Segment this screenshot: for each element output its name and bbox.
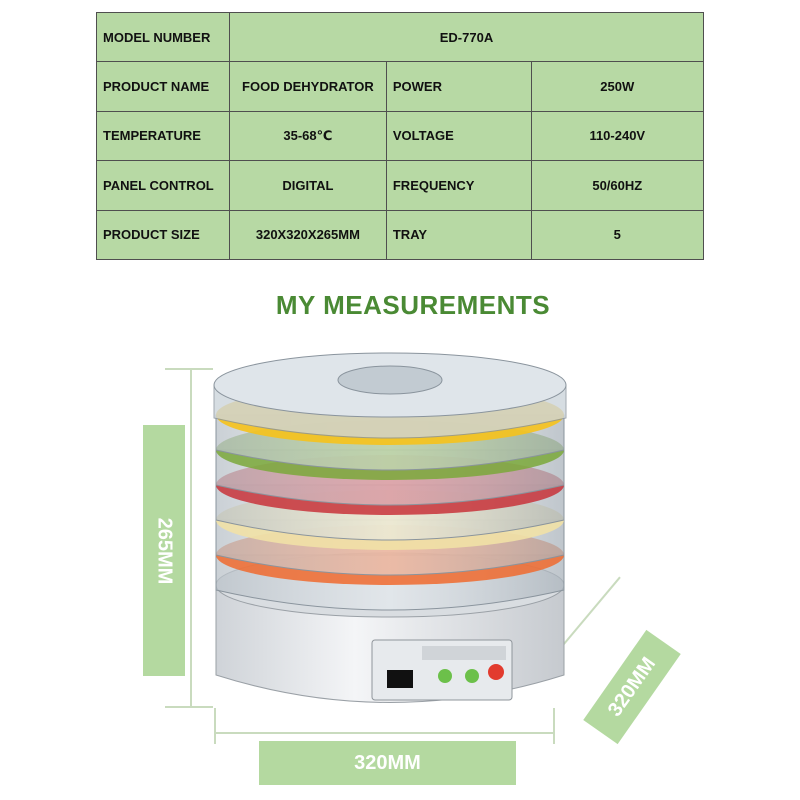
tray-value: 5 [531, 210, 703, 259]
spec-row-model [97, 13, 704, 62]
product-size-value: 320X320X265MM [229, 210, 386, 259]
width-dimension-bar [259, 741, 516, 785]
height-guide-line [190, 368, 192, 708]
width-dimension-label: 320MM [354, 751, 421, 774]
depth-dimension-label: 320MM [603, 653, 660, 721]
panel-control-label: PANEL CONTROL [97, 161, 230, 210]
height-dimension-bar [143, 425, 185, 676]
model-number-label: MODEL NUMBER [97, 13, 230, 62]
power-value: 250W [531, 62, 703, 111]
spec-row-size [97, 210, 704, 259]
product-name-label: PRODUCT NAME [97, 62, 230, 111]
food-dehydrator-image [200, 350, 580, 730]
minus-button-icon [465, 669, 479, 683]
spec-table [96, 12, 704, 260]
depth-dimension-bar [583, 630, 680, 744]
plus-button-icon [438, 669, 452, 683]
width-guide-line [215, 732, 555, 734]
frequency-value: 50/60HZ [531, 161, 703, 210]
frequency-label: FREQUENCY [386, 161, 531, 210]
power-button-icon [488, 664, 504, 680]
spec-row-panel [97, 161, 704, 210]
temperature-label: TEMPERATURE [97, 111, 230, 160]
temperature-value: 35-68℃ [229, 111, 386, 160]
lid-vent [338, 366, 442, 394]
digital-display [387, 670, 413, 688]
voltage-value: 110-240V [531, 111, 703, 160]
product-size-label: PRODUCT SIZE [97, 210, 230, 259]
measurements-heading: MY MEASUREMENTS [275, 290, 551, 320]
voltage-label: VOLTAGE [386, 111, 531, 160]
spec-row-product-name [97, 62, 704, 111]
power-label: POWER [386, 62, 531, 111]
model-number-value: ED-770A [229, 13, 703, 62]
height-dimension-label: 265MM [153, 517, 176, 584]
product-name-value: FOOD DEHYDRATOR [229, 62, 386, 111]
tray-label: TRAY [386, 210, 531, 259]
panel-control-value: DIGITAL [229, 161, 386, 210]
spec-row-temperature [97, 111, 704, 160]
